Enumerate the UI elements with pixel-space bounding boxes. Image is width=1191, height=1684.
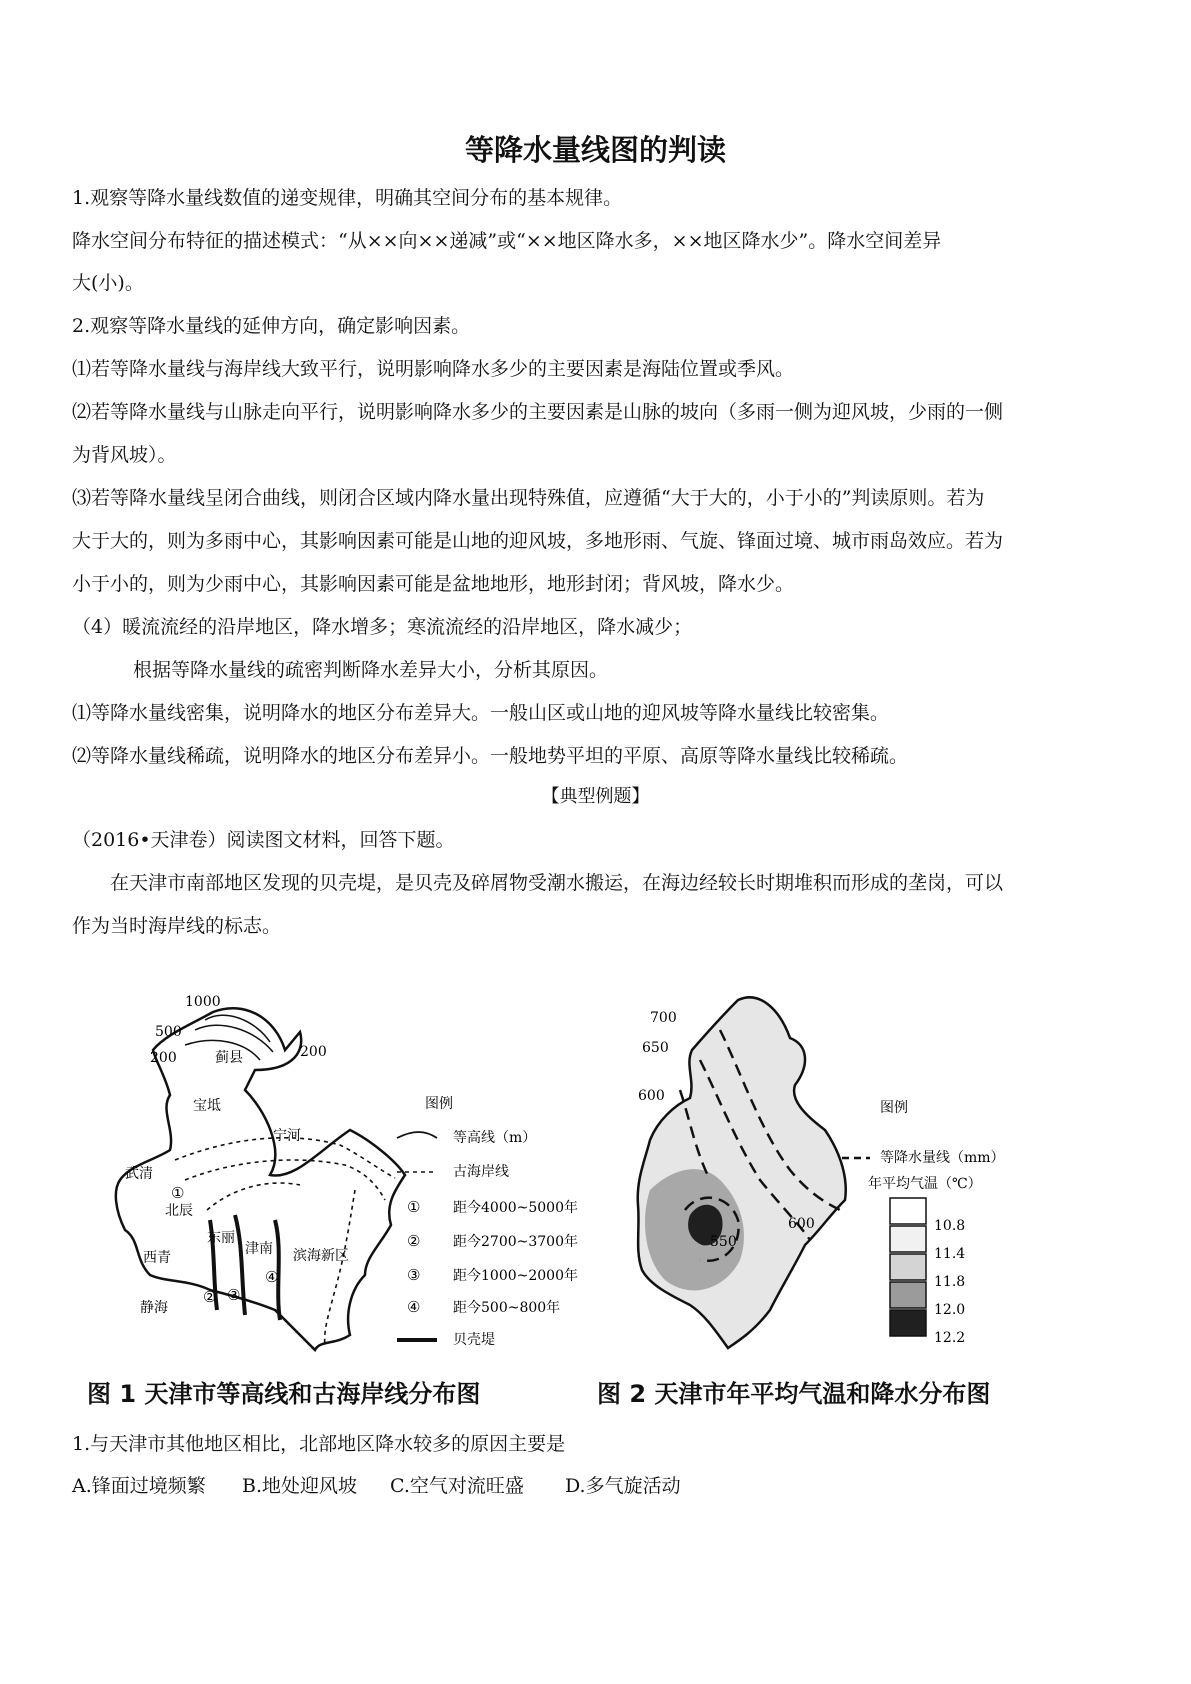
place-label: 蓟县 <box>215 1050 243 1066</box>
legend-title: 图例 <box>425 1096 453 1112</box>
figure-2-map <box>630 990 1110 1375</box>
option-d[interactable]: D.多气旋活动 <box>565 1475 681 1497</box>
material-text: 在天津市南部地区发现的贝壳堤，是贝壳及碎屑物受潮水搬运，在海边经较长时期堆积而形成的垄岗，可以 <box>110 872 1004 894</box>
legend-symbol: ① <box>407 1198 421 1216</box>
legend-label: 古海岸线 <box>453 1164 509 1180</box>
material-text: 作为当时海岸线的标志。 <box>72 915 282 937</box>
place-label: 宝坻 <box>193 1098 221 1114</box>
figure-2-caption: 图 2 天津市年平均气温和降水分布图 <box>597 1380 991 1408</box>
paragraph: ⑵等降水量线稀疏，说明降水的地区分布差异小。一般地势平坦的平原、高原等降水量线比较稀疏。 <box>72 745 909 767</box>
isohyet-label: 650 <box>642 1040 669 1056</box>
temp-class-label: 11.8 <box>934 1274 966 1290</box>
paragraph: 大(小)。 <box>72 272 144 294</box>
place-label: 津南 <box>245 1241 273 1257</box>
page-title: 等降水量线图的判读 <box>464 133 726 167</box>
option-a[interactable]: A.锋面过境频繁 <box>72 1475 206 1497</box>
temp-class-swatch <box>890 1282 926 1308</box>
place-label: 东丽 <box>207 1230 235 1246</box>
ancient-coastline <box>185 1160 385 1200</box>
legend-label: 距今2700~3700年 <box>453 1234 578 1250</box>
paragraph: ⑵若等降水量线与山脉走向平行，说明影响降水多少的主要因素是山脉的坡向（多雨一侧为迎风坡，少雨的一侧 <box>72 401 1004 423</box>
legend-label: 距今1000~2000年 <box>453 1268 578 1284</box>
figure-1-legend <box>397 1096 578 1348</box>
paragraph: 降水空间分布特征的描述模式：“从××向××递减”或“××地区降水多，××地区降水少”。降水空间差异 <box>72 230 942 252</box>
contour-label: 500 <box>155 1024 182 1040</box>
place-label: 西青 <box>143 1250 171 1266</box>
tianjin-outline <box>638 997 846 1348</box>
legend-symbol: ② <box>407 1232 421 1250</box>
paragraph: （4）暖流流经的沿岸地区，降水增多；寒流流经的沿岸地区，降水减少； <box>72 616 693 638</box>
contour-label: 200 <box>150 1050 177 1066</box>
place-label: 北辰 <box>165 1203 193 1219</box>
legend-contour-symbol <box>397 1132 437 1138</box>
legend-label: 距今500~800年 <box>453 1300 561 1316</box>
contour-label: 1000 <box>185 994 221 1010</box>
legend-label: 等高线（m） <box>453 1130 537 1146</box>
temp-class-swatch <box>890 1310 926 1336</box>
figure-1-caption: 图 1 天津市等高线和古海岸线分布图 <box>87 1380 481 1408</box>
question-text: 1.与天津市其他地区相比，北部地区降水较多的原因主要是 <box>72 1433 566 1455</box>
legend-label: 等降水量线（mm） <box>880 1150 1005 1166</box>
legend-label: 年平均气温（℃） <box>868 1176 982 1192</box>
legend-symbol: ③ <box>407 1266 421 1284</box>
isohyet-label: 600 <box>788 1216 815 1232</box>
paragraph: 小于小的，则为少雨中心，其影响因素可能是盆地地形，地形封闭；背风坡，降水少。 <box>72 573 795 595</box>
place-label: 武清 <box>125 1166 153 1182</box>
figure-1-map <box>95 990 615 1375</box>
temp-class-label: 11.4 <box>934 1246 966 1262</box>
legend-title: 图例 <box>880 1100 908 1116</box>
isohyet-label: 600 <box>638 1088 665 1104</box>
isohyet-label: 700 <box>650 1010 677 1026</box>
paragraph: 1.观察等降水量线数值的递变规律，明确其空间分布的基本规律。 <box>72 187 623 209</box>
isohyet-label: 550 <box>710 1234 737 1250</box>
temp-class-label: 12.0 <box>934 1302 966 1318</box>
marker-label: ① <box>171 1184 185 1202</box>
legend-label: 距今4000~5000年 <box>453 1200 578 1216</box>
paragraph: ⑴等降水量线密集，说明降水的地区分布差异大。一般山区或山地的迎风坡等降水量线比较密集。 <box>72 702 890 724</box>
option-b[interactable]: B.地处迎风坡 <box>242 1475 358 1497</box>
temp-class-label: 12.2 <box>934 1330 966 1346</box>
example-heading: 【典型例题】 <box>541 786 650 807</box>
source-line: （2016•天津卷）阅读图文材料，回答下题。 <box>72 829 455 851</box>
figure-2-legend <box>842 1100 1005 1346</box>
paragraph: 为背风坡）。 <box>72 444 177 466</box>
temp-class-swatch <box>890 1198 926 1224</box>
marker-label: ③ <box>227 1286 241 1304</box>
paragraph: 根据等降水量线的疏密判断降水差异大小，分析其原因。 <box>133 659 609 681</box>
contour-line <box>195 1025 273 1052</box>
paragraph: ⑴若等降水量线与海岸线大致平行，说明影响降水多少的主要因素是海陆位置或季风。 <box>72 358 795 380</box>
option-c[interactable]: C.空气对流旺盛 <box>390 1475 524 1497</box>
marker-label: ② <box>203 1288 217 1306</box>
legend-symbol: ④ <box>407 1298 421 1316</box>
paragraph: ⑶若等降水量线呈闭合曲线，则闭合区域内降水量出现特殊值，应遵循“大于大的，小于小的”判读原则。若为 <box>72 487 985 509</box>
temp-class-label: 10.8 <box>934 1218 966 1234</box>
paragraph: 大于大的，则为多雨中心，其影响因素可能是山地的迎风坡，多地形雨、气旋、锋面过境、城市雨岛效应。若为 <box>72 530 1004 552</box>
place-label: 静海 <box>140 1300 168 1316</box>
temp-class-swatch <box>890 1254 926 1280</box>
ancient-coastline <box>207 1183 300 1210</box>
temp-class-swatch <box>890 1226 926 1252</box>
paragraph: 2.观察等降水量线的延伸方向，确定影响因素。 <box>72 315 471 337</box>
marker-label: ④ <box>265 1268 279 1286</box>
legend-label: 贝壳堤 <box>453 1332 495 1348</box>
ancient-coastline <box>325 1190 355 1345</box>
contour-label: 200 <box>300 1044 327 1060</box>
place-label: 滨海新区 <box>293 1248 349 1264</box>
temperature-scale <box>890 1198 965 1346</box>
place-label: 宁河 <box>273 1128 301 1144</box>
